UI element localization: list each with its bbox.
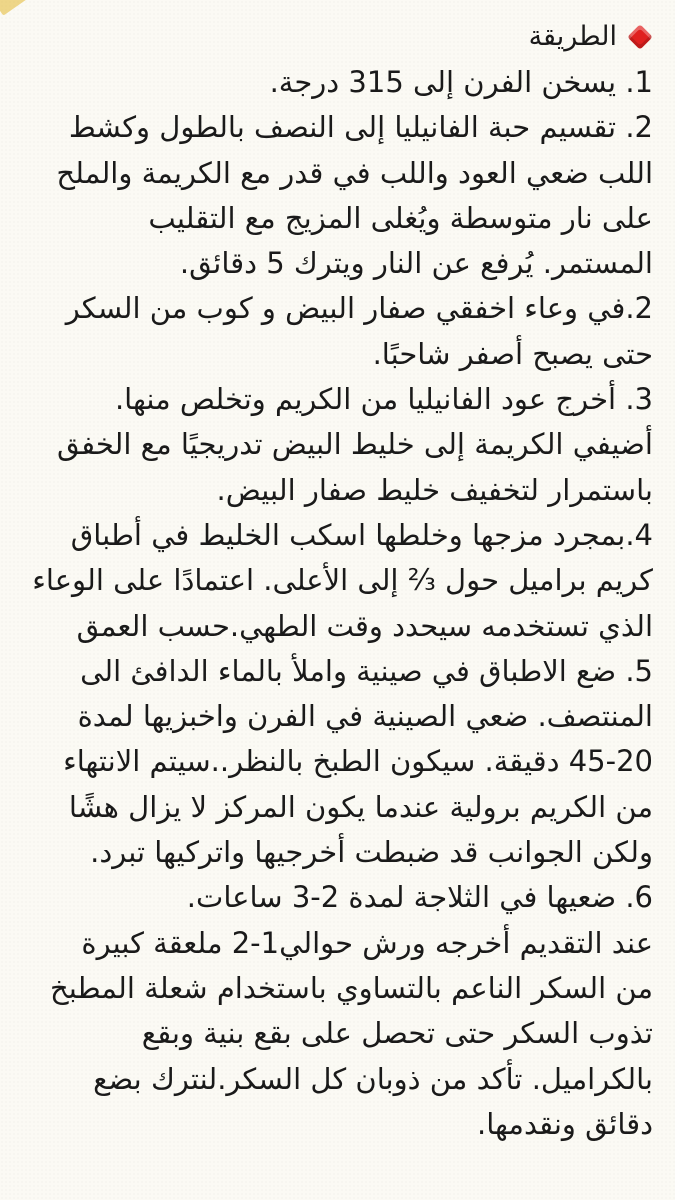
step-line: الذي تستخدمه سيحدد وقت الطهي.حسب العمق — [76, 608, 653, 643]
step-line: ولكن الجوانب قد ضبطت أخرجيها واتركيها تبرد. — [90, 835, 653, 870]
red-diamond-icon — [627, 24, 652, 49]
method-title: الطريقة — [528, 21, 617, 52]
recipe-note — [22, 14, 653, 1147]
step-line: من السكر الناعم بالتساوي باستخدام شعلة المطبخ — [50, 970, 653, 1005]
step-line: 45-20 دقيقة. سيكون الطبخ بالنظر..سيتم الانتهاء — [63, 744, 653, 779]
recipe-steps — [22, 60, 653, 1147]
step-line: 2.في وعاء اخفقي صفار البيض و كوب من السكر — [65, 291, 653, 326]
step-line: المستمر. يُرفع عن النار ويترك 5 دقائق. — [179, 246, 653, 281]
step-line: 5. ضع الاطباق في صينية واملأ بالماء الدافئ الى — [80, 653, 653, 688]
step-line: أضيفي الكريمة إلى خليط البيض تدريجيًا مع الخفق — [56, 427, 653, 462]
step-line: بالكراميل. تأكد من ذوبان كل السكر.لنترك بضع — [93, 1061, 653, 1096]
step-line: عند التقديم أخرجه ورش حوالي1-2 ملعقة كبيرة — [81, 925, 653, 960]
step-line: باستمرار لتخفيف خليط صفار البيض. — [216, 472, 653, 507]
step-line: على نار متوسطة ويُغلى المزيج مع التقليب — [148, 200, 653, 235]
step-line: 1. يسخن الفرن إلى 315 درجة. — [269, 65, 653, 99]
step-line: 6. ضعيها في الثلاجة لمدة 2-3 ساعات. — [186, 880, 653, 915]
step-line: كريم براميل حول ⅔ إلى الأعلى. اعتمادًا على الوعاء — [32, 563, 653, 598]
step-line: 2. تقسيم حبة الفانيليا إلى النصف بالطول وكشط — [68, 110, 653, 145]
step-line: دقائق ونقدمها. — [476, 1106, 653, 1141]
step-line: المنتصف. ضعي الصينية في الفرن واخبزيها لمدة — [77, 699, 653, 734]
step-line: من الكريم برولية عندما يكون المركز لا يزال هشًا — [68, 789, 653, 824]
step-line: اللب ضعي العود واللب في قدر مع الكريمة والملح — [56, 155, 653, 190]
method-heading — [22, 14, 653, 60]
step-line: حتى يصبح أصفر شاحبًا. — [372, 336, 653, 371]
step-line: تذوب السكر حتى تحصل على بقع بنية وبقع — [141, 1016, 653, 1051]
step-line: 4.بمجرد مزجها وخلطها اسكب الخليط في أطباق — [70, 517, 653, 552]
step-line: 3. أخرج عود الفانيليا من الكريم وتخلص منها. — [114, 382, 653, 417]
